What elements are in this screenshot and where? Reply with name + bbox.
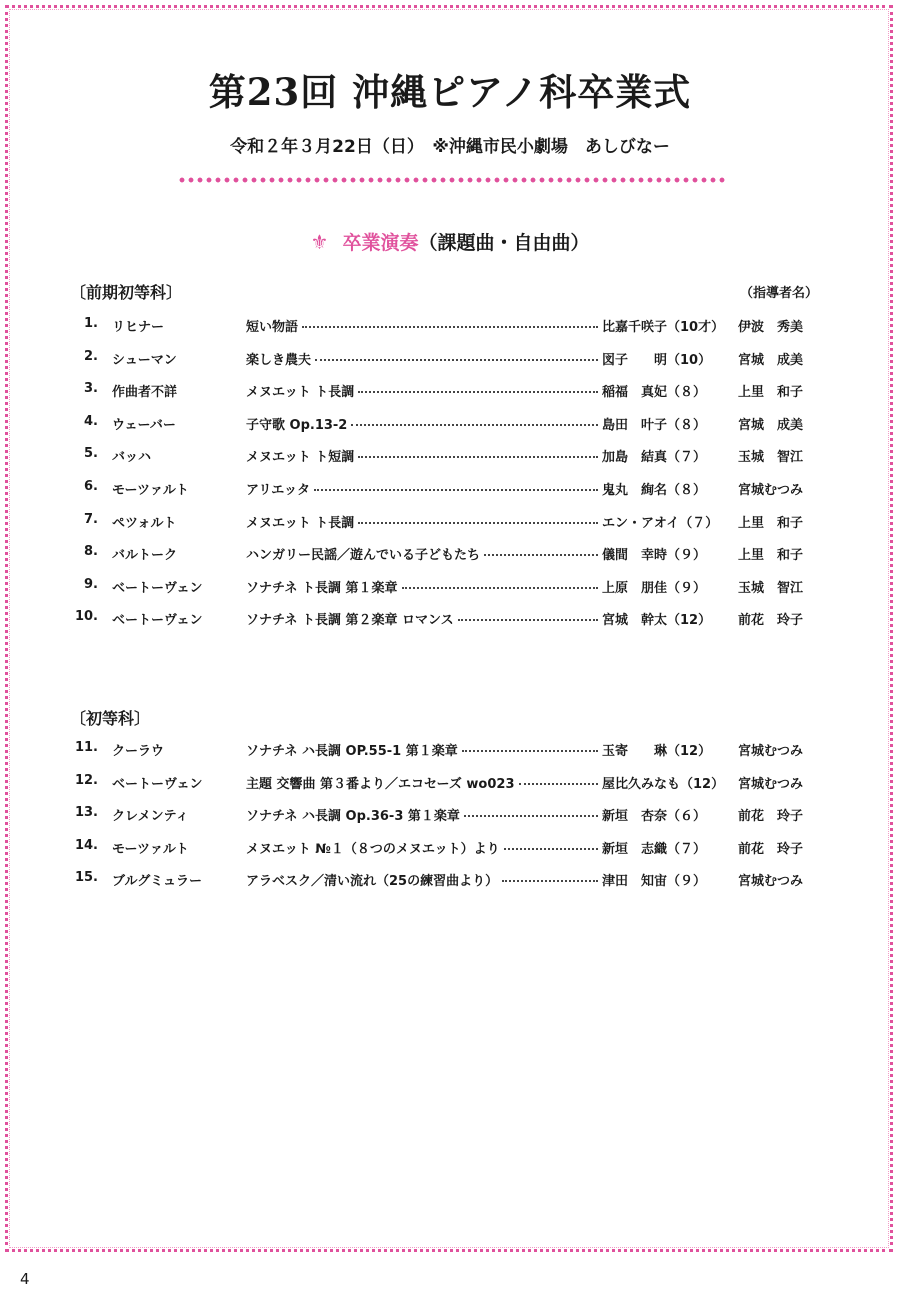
performer: 新垣 杏奈（６） [602, 809, 707, 825]
piece-cell [246, 381, 600, 400]
composer: クーラウ [112, 744, 165, 759]
piece-title: 主題 交響曲 第３番より／エコセーズ wo023 [246, 776, 515, 792]
row-number: 6. [84, 479, 98, 494]
row-number: 2. [84, 348, 98, 364]
program-row [0, 414, 900, 434]
piece-title: アラベスク／清い流れ（25の練習曲より） [246, 874, 499, 890]
row-number: 14. [74, 837, 98, 853]
dot-leader [358, 381, 598, 393]
performer: 宮城 幹太（12） [602, 613, 712, 629]
composer: ペツォルト [112, 515, 177, 531]
program-row [0, 577, 900, 597]
section-heading-sub: （課題曲・自由曲） [418, 232, 590, 254]
dot-leader [484, 544, 598, 556]
teacher: 玉城 智江 [738, 450, 804, 466]
piece-title: 子守歌 Op.13-2 [246, 417, 348, 433]
row-number: 8. [84, 544, 98, 560]
group-label-early-elementary: 〔前期初等科〕 [70, 283, 183, 302]
piece-cell [246, 316, 600, 335]
section-heading-main: 卒業演奏 [342, 232, 419, 254]
row-number: 7. [84, 511, 98, 527]
performer: 島田 叶子（８） [602, 417, 707, 433]
teacher: 宮城むつみ [738, 776, 804, 792]
dot-leader [358, 446, 598, 458]
piece-title: ハンガリー民謡／遊んでいる子どもたち [246, 548, 481, 564]
program-row [0, 316, 900, 336]
composer: モーツァルト [112, 841, 189, 857]
teacher: 上里 和子 [738, 548, 804, 564]
piece-cell [246, 414, 600, 433]
composer: 作曲者不詳 [112, 385, 178, 401]
teacher: 宮城 成美 [738, 352, 804, 368]
dot-leader [351, 414, 598, 426]
composer: リヒナー [112, 320, 165, 335]
dot-leader [458, 609, 598, 621]
piece-cell [246, 479, 600, 498]
program-row [0, 805, 900, 825]
row-number: 4. [84, 413, 98, 429]
program-row [0, 773, 900, 793]
piece-cell [246, 512, 600, 531]
dot-leader [464, 805, 598, 817]
program-row [0, 609, 900, 629]
dotted-divider [178, 176, 726, 184]
program-row [0, 349, 900, 369]
performer: 図子 明（10） [602, 352, 712, 368]
composer: ブルグミュラー [112, 874, 202, 890]
row-number: 9. [84, 576, 98, 592]
composer: ベートーヴェン [112, 776, 203, 792]
composer: クレメンティ [112, 809, 189, 825]
teacher: 宮城むつみ [738, 874, 804, 890]
piece-cell [246, 805, 600, 824]
page-number: 4 [20, 1270, 30, 1288]
piece-title: メヌエット ト長調 [246, 515, 355, 531]
row-number: 12. [74, 772, 98, 788]
row-number: 1. [84, 316, 98, 331]
dot-leader [504, 838, 598, 850]
performer: 津田 知宙（９） [602, 874, 707, 890]
piece-title: メヌエット №１（８つのメヌエット）より [246, 841, 500, 857]
teacher: 宮城 成美 [738, 417, 804, 433]
piece-cell [246, 740, 600, 759]
piece-title: アリエッタ [246, 483, 310, 498]
piece-title: ソナチネ ト長調 第２楽章 ロマンス [246, 613, 454, 629]
performer: エン・アオイ（７） [602, 515, 719, 531]
row-number: 10. [74, 609, 98, 625]
piece-cell [246, 577, 600, 596]
composer: ウェーバー [112, 417, 176, 433]
composer: バルトーク [112, 548, 178, 564]
piece-title: メヌエット ト長調 [246, 385, 355, 401]
program-row [0, 740, 900, 760]
teacher: 上里 和子 [738, 515, 804, 531]
performer: 加島 結真（７） [602, 450, 707, 466]
teacher: 前花 玲子 [738, 613, 804, 629]
row-number: 15. [74, 870, 98, 886]
dot-leader [519, 773, 599, 785]
program-row [0, 479, 900, 499]
dot-leader [502, 870, 598, 882]
piece-cell [246, 838, 600, 857]
piece-title: メヌエット ト短調 [246, 450, 355, 466]
row-number: 3. [84, 381, 98, 397]
fleur-de-lis-icon: ⚜ [310, 230, 329, 254]
section-heading [0, 228, 900, 255]
composer: モーツァルト [112, 483, 189, 498]
program-row [0, 446, 900, 466]
piece-cell [246, 349, 600, 368]
piece-title: ソナチネ ト長調 第１楽章 [246, 580, 398, 596]
teacher: 伊波 秀美 [738, 320, 804, 335]
performer: 上原 朋佳（９） [602, 580, 707, 596]
program-row [0, 544, 900, 564]
piece-title: 短い物語 [246, 320, 299, 335]
piece-title: ソナチネ ハ長調 OP.55-1 第１楽章 [246, 744, 458, 759]
dot-leader [314, 479, 598, 491]
dot-leader [358, 512, 598, 524]
row-number: 5. [84, 446, 98, 462]
teacher: 玉城 智江 [738, 580, 804, 596]
composer: ベートーヴェン [112, 613, 203, 629]
piece-cell [246, 773, 600, 792]
group-label-elementary: 〔初等科〕 [70, 709, 151, 728]
composer: バッハ [112, 450, 152, 466]
program-row [0, 381, 900, 401]
program-row [0, 870, 900, 890]
teacher: 上里 和子 [738, 385, 804, 401]
performer: 新垣 志織（７） [602, 841, 707, 857]
performer: 稲福 真妃（８） [602, 385, 707, 401]
program-row [0, 512, 900, 532]
performer: 鬼丸 絢名（８） [602, 483, 707, 498]
teacher: 宮城むつみ [738, 483, 804, 498]
performer: 比嘉千咲子（10才） [602, 320, 725, 335]
performer: 屋比久みなも（12） [602, 776, 725, 792]
program-row [0, 838, 900, 858]
row-number: 13. [74, 805, 98, 821]
dot-leader [315, 349, 598, 361]
piece-cell [246, 446, 600, 465]
dot-leader [302, 316, 598, 328]
teacher: 前花 玲子 [738, 809, 804, 825]
performer: 儀間 幸時（９） [602, 548, 707, 564]
piece-cell [246, 544, 600, 563]
teacher-column-label: （指導者名） [739, 286, 818, 301]
piece-cell [246, 609, 600, 628]
page-title: 第23回 沖縄ピアノ科卒業式 [208, 70, 692, 114]
performer: 玉寄 琳（12） [602, 744, 712, 759]
dot-leader [462, 740, 598, 752]
teacher: 宮城むつみ [738, 744, 804, 759]
piece-title: ソナチネ ハ長調 Op.36-3 第１楽章 [246, 809, 460, 825]
event-subtitle: 令和２年３月22日（日） ※沖縄市民小劇場 あしびなー [230, 137, 670, 157]
composer: シューマン [112, 352, 177, 368]
piece-title: 楽しき農夫 [246, 352, 312, 368]
teacher: 前花 玲子 [738, 841, 804, 857]
row-number: 11. [74, 740, 98, 755]
dot-leader [402, 577, 598, 589]
composer: ベートーヴェン [112, 580, 203, 596]
piece-cell [246, 870, 600, 889]
